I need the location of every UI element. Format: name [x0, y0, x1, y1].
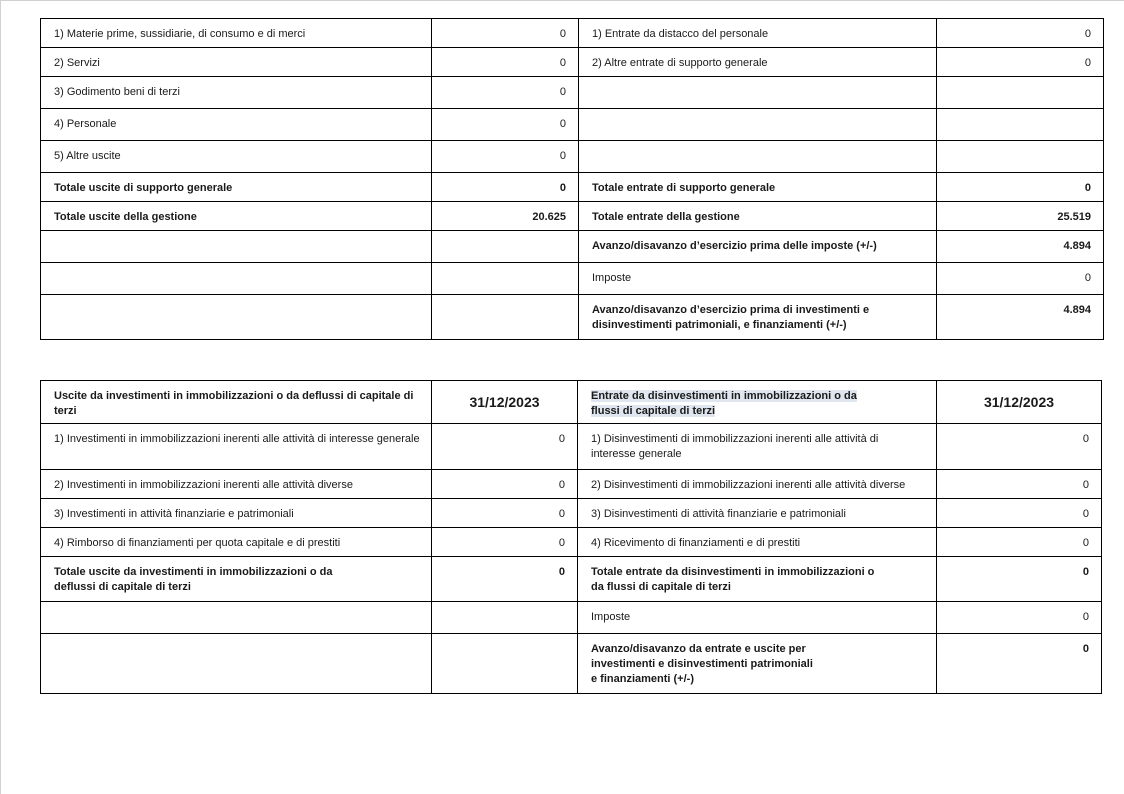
row-value-left: 0	[432, 19, 579, 48]
table-row	[41, 263, 1104, 295]
row-label-left: 2) Servizi	[41, 48, 432, 77]
row-value-left: 0	[432, 528, 578, 557]
row-value-right: 25.519	[937, 202, 1104, 231]
row-value-left: 0	[432, 499, 578, 528]
table-row	[41, 295, 1104, 340]
row-label-left: 1) Materie prime, sussidiarie, di consumo e di merci	[41, 19, 432, 48]
row-value-left: 0	[432, 109, 579, 141]
row-value-right: 0	[937, 557, 1102, 602]
row-label-left: 3) Investimenti in attività finanziarie e patrimoniali	[41, 499, 432, 528]
row-value-right	[937, 141, 1104, 173]
table-row-total	[41, 173, 1104, 202]
row-label-right: Avanzo/disavanzo d’esercizio prima di investimenti e disinvestimenti patrimoniali, e finanziamenti (+/-)	[579, 295, 937, 340]
row-label-right: Totale entrate da disinvestimenti in immobilizzazioni o da flussi di capitale di terzi	[578, 557, 937, 602]
row-value-right: 0	[937, 19, 1104, 48]
row-label-right: 2) Altre entrate di supporto generale	[579, 48, 937, 77]
row-label-right: 4) Ricevimento di finanziamenti e di prestiti	[578, 528, 937, 557]
table-supporto-generale	[40, 18, 1104, 340]
row-value-left: 0	[432, 173, 579, 202]
row-value-left: 0	[432, 48, 579, 77]
table-row	[41, 48, 1104, 77]
row-label-right: 1) Entrate da distacco del personale	[579, 19, 937, 48]
row-label-right: Avanzo/disavanzo da entrate e uscite per investimenti e disinvestimenti patrimoniali e finanziamenti (+/-)	[578, 634, 937, 694]
row-value-right: 0	[937, 470, 1102, 499]
row-label-left: 3) Godimento beni di terzi	[41, 77, 432, 109]
row-label-right	[579, 77, 937, 109]
page-border-left	[0, 0, 1, 794]
row-label-right: Imposte	[579, 263, 937, 295]
row-label-right	[579, 141, 937, 173]
row-value-right	[937, 77, 1104, 109]
row-value-left: 0	[432, 77, 579, 109]
header-label-right	[578, 381, 937, 424]
row-label-right: Avanzo/disavanzo d’esercizio prima delle imposte (+/-)	[579, 231, 937, 263]
row-label-left: 4) Personale	[41, 109, 432, 141]
row-value-left	[432, 634, 578, 694]
row-value-right: 0	[937, 499, 1102, 528]
row-label-right: Totale entrate di supporto generale	[579, 173, 937, 202]
table-investimenti	[40, 380, 1102, 694]
table-row	[41, 602, 1102, 634]
row-label-left: Totale uscite di supporto generale	[41, 173, 432, 202]
row-label-left: 2) Investimenti in immobilizzazioni inerenti alle attività diverse	[41, 470, 432, 499]
header-label-right-text[interactable]: Entrate da disinvestimenti in immobilizzazioni o da flussi di capitale di terzi	[591, 390, 857, 417]
row-value-right	[937, 109, 1104, 141]
row-label-right: 3) Disinvestimenti di attività finanziarie e patrimoniali	[578, 499, 937, 528]
row-label-left	[41, 231, 432, 263]
row-value-left: 0	[432, 557, 578, 602]
table-header-row	[41, 381, 1102, 424]
row-label-left: Totale uscite da investimenti in immobilizzazioni o da deflussi di capitale di terzi	[41, 557, 432, 602]
row-label-right: 2) Disinvestimenti di immobilizzazioni inerenti alle attività diverse	[578, 470, 937, 499]
row-value-right: 0	[937, 48, 1104, 77]
table-row-total	[41, 202, 1104, 231]
row-label-right: Totale entrate della gestione	[579, 202, 937, 231]
row-value-left: 20.625	[432, 202, 579, 231]
row-value-right: 0	[937, 263, 1104, 295]
row-value-left: 0	[432, 470, 578, 499]
header-label-left: Uscite da investimenti in immobilizzazioni o da deflussi di capitale di terzi	[41, 381, 432, 424]
row-value-right: 0	[937, 634, 1102, 694]
row-value-left: 0	[432, 424, 578, 470]
row-label-left: Totale uscite della gestione	[41, 202, 432, 231]
header-date-left: 31/12/2023	[432, 381, 578, 424]
row-label-left: 4) Rimborso di finanziamenti per quota capitale e di prestiti	[41, 528, 432, 557]
row-value-right: 0	[937, 424, 1102, 470]
row-value-left	[432, 602, 578, 634]
row-value-right: 0	[937, 173, 1104, 202]
row-label-left: 5) Altre uscite	[41, 141, 432, 173]
row-value-left	[432, 295, 579, 340]
table-row	[41, 77, 1104, 109]
table-row	[41, 528, 1102, 557]
row-value-right: 4.894	[937, 231, 1104, 263]
row-value-right: 0	[937, 602, 1102, 634]
row-value-left: 0	[432, 141, 579, 173]
table-row	[41, 141, 1104, 173]
table-row	[41, 109, 1104, 141]
page-border-top	[0, 0, 1124, 1]
row-value-right: 0	[937, 528, 1102, 557]
table-row	[41, 19, 1104, 48]
row-label-right: Imposte	[578, 602, 937, 634]
header-date-right: 31/12/2023	[937, 381, 1102, 424]
table-row	[41, 470, 1102, 499]
table-row-total	[41, 557, 1102, 602]
row-label-left	[41, 602, 432, 634]
table-row	[41, 499, 1102, 528]
row-label-left: 1) Investimenti in immobilizzazioni inerenti alle attività di interesse generale	[41, 424, 432, 470]
table-row	[41, 231, 1104, 263]
row-label-right: 1) Disinvestimenti di immobilizzazioni inerenti alle attività di interesse generale	[578, 424, 937, 470]
row-value-left	[432, 231, 579, 263]
row-value-left	[432, 263, 579, 295]
row-label-left	[41, 634, 432, 694]
row-label-left	[41, 295, 432, 340]
table-row	[41, 424, 1102, 470]
row-value-right: 4.894	[937, 295, 1104, 340]
row-label-left	[41, 263, 432, 295]
table-row	[41, 634, 1102, 694]
row-label-right	[579, 109, 937, 141]
